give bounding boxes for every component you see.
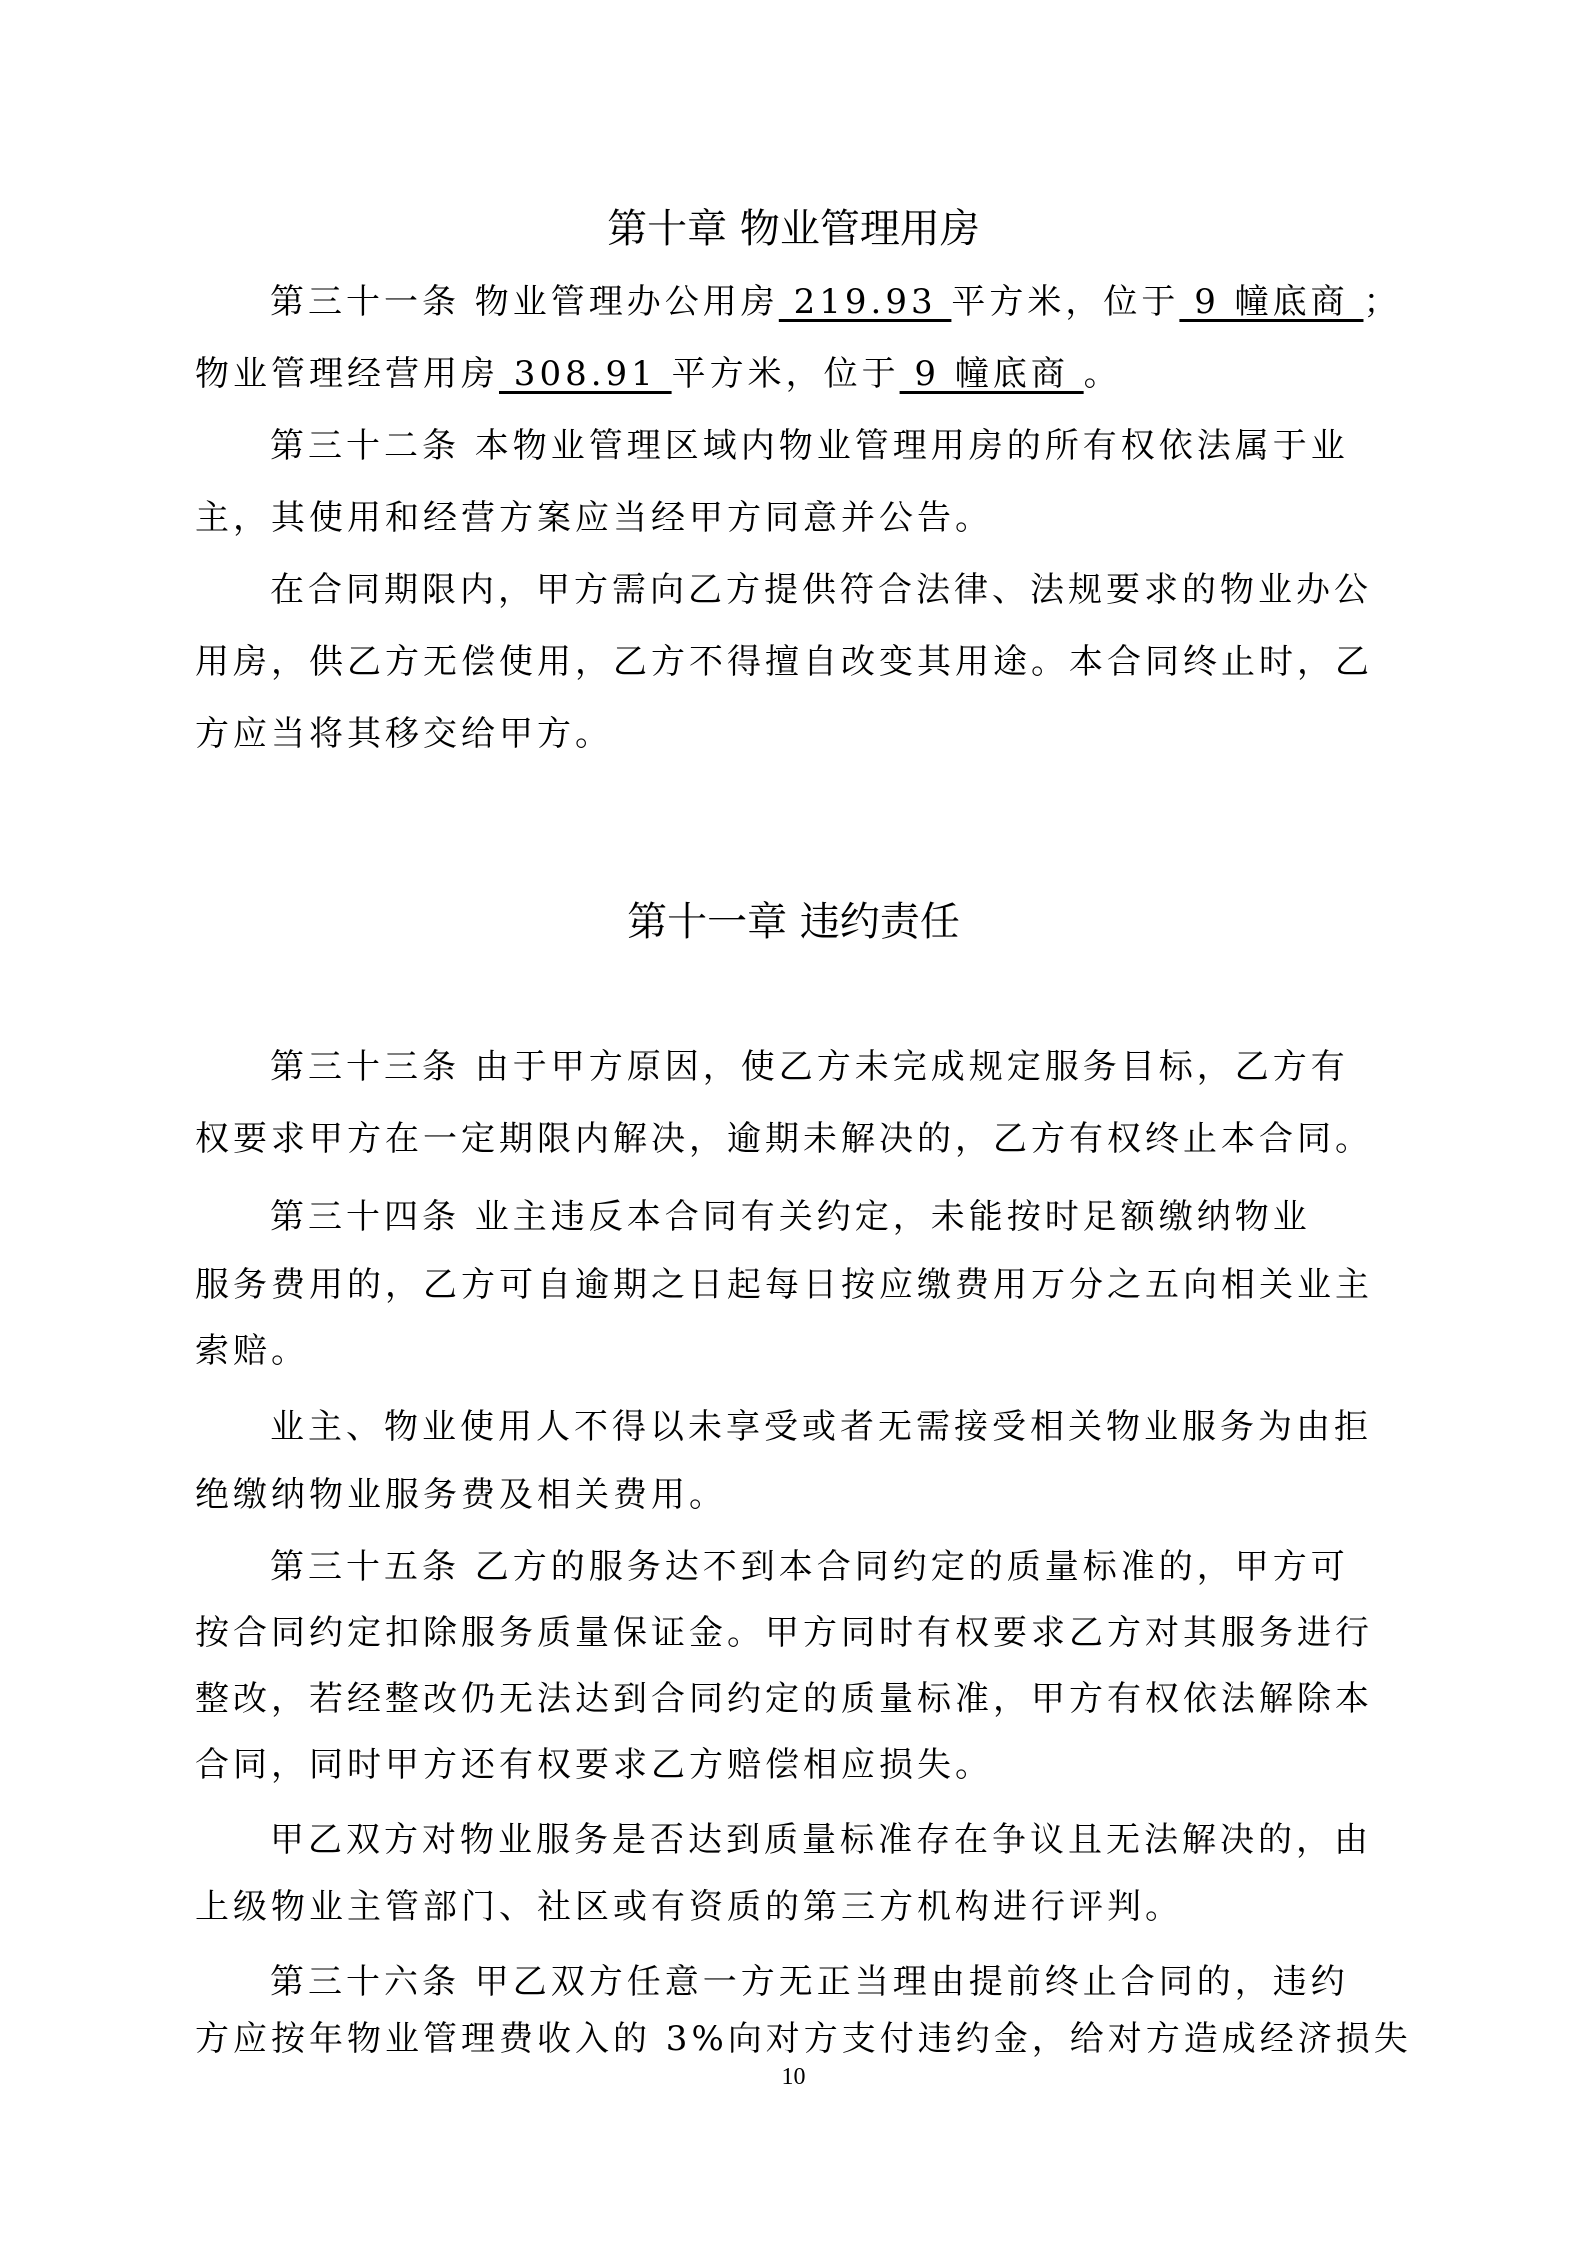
article-36-line-1: 第三十六条 甲乙双方任意一方无正当理由提前终止合同的，违约	[270, 1962, 1349, 2002]
dispute-line-2: 上级物业主管部门、社区或有资质的第三方机构进行评判。	[195, 1887, 1183, 1927]
article-32-line-1: 第三十二条 本物业管理区域内物业管理用房的所有权依法属于业	[270, 426, 1349, 466]
article-34-line-1: 第三十四条 业主违反本合同有关约定，未能按时足额缴纳物业	[270, 1197, 1311, 1237]
office-area-value: 219.93	[778, 282, 952, 322]
office-provision-line-2: 用房，供乙方无偿使用，乙方不得擅自改变其用途。本合同终止时，乙	[195, 642, 1373, 682]
chapter-10-title: 第十章 物业管理用房	[607, 206, 980, 252]
office-provision-line-3: 方应当将其移交给甲方。	[195, 714, 613, 754]
chapter-11-title: 第十一章 违约责任	[627, 899, 960, 945]
page-number: 10	[781, 2064, 806, 2090]
owner-obligation-line-1: 业主、物业使用人不得以未享受或者无需接受相关物业服务为由拒	[270, 1407, 1372, 1447]
article-33-line-1: 第三十三条 由于甲方原因，使乙方未完成规定服务目标，乙方有	[270, 1047, 1349, 1087]
office-location-value: 9 幢底商	[1179, 282, 1364, 322]
article-34-line-3: 索赔。	[195, 1331, 309, 1371]
dispute-line-1: 甲乙双方对物业服务是否达到质量标准存在争议且无法解决的，由	[270, 1820, 1372, 1860]
article-35-line-3: 整改，若经整改仍无法达到合同约定的质量标准，甲方有权依法解除本	[195, 1679, 1373, 1719]
business-area-value: 308.91	[499, 354, 672, 394]
article-31-line-2: 物业管理经营用房 308.91 平方米，位于 9 幢底商 。	[195, 354, 1122, 394]
article-35-line-1: 第三十五条 乙方的服务达不到本合同约定的质量标准的，甲方可	[270, 1547, 1349, 1587]
business-location-value: 9 幢底商	[899, 354, 1084, 394]
article-35-line-4: 合同，同时甲方还有权要求乙方赔偿相应损失。	[195, 1745, 993, 1785]
article-36-line-2: 方应按年物业管理费收入的 3%向对方支付违约金，给对方造成经济损失	[195, 2019, 1412, 2059]
office-provision-line-1: 在合同期限内，甲方需向乙方提供符合法律、法规要求的物业办公	[270, 570, 1372, 610]
owner-obligation-line-2: 绝缴纳物业服务费及相关费用。	[195, 1475, 727, 1515]
article-31-line-1: 第三十一条 物业管理办公用房 219.93 平方米，位于 9 幢底商 ；	[270, 282, 1402, 322]
article-33-line-2: 权要求甲方在一定期限内解决，逾期未解决的，乙方有权终止本合同。	[195, 1119, 1373, 1159]
article-34-line-2: 服务费用的，乙方可自逾期之日起每日按应缴费用万分之五向相关业主	[195, 1265, 1373, 1305]
article-35-line-2: 按合同约定扣除服务质量保证金。甲方同时有权要求乙方对其服务进行	[195, 1613, 1373, 1653]
article-32-line-2: 主，其使用和经营方案应当经甲方同意并公告。	[195, 498, 993, 538]
